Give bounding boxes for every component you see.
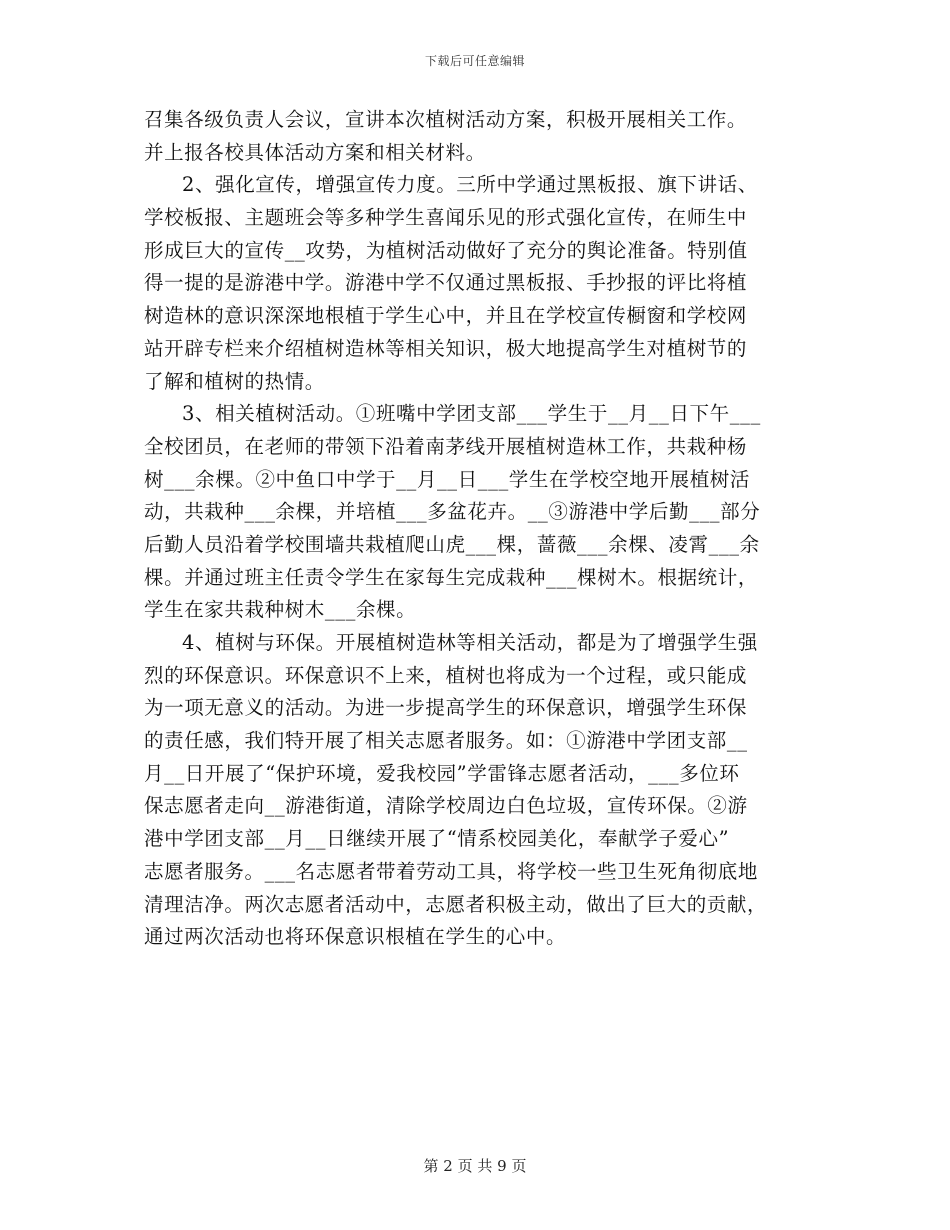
paragraph-start-line: 4、植树与环保。开展植树造林等相关活动，都是为了增强学生强: [182, 631, 758, 654]
page-number: 第 2 页 共 9 页: [423, 1157, 527, 1175]
text-line: 的责任感，我们特开展了相关志愿者服务。如：①游港中学团支部__: [144, 729, 748, 753]
text-line: 全校团员，在老师的带领下沿着南茅线开展植树造林工作，共栽种杨: [144, 434, 748, 458]
text-line: 动，共栽种___余棵，并培植___多盆花卉。__③游港中学后勤___部分: [144, 500, 761, 524]
text-line: 棵。并通过班主任责令学生在家每生完成栽种___棵树木。根据统计，: [144, 565, 758, 589]
text-line: 站开辟专栏来介绍植树造林等相关知识，极大地提高学生对植树节的: [144, 336, 748, 360]
text-line: 后勤人员沿着学校围墙共栽植爬山虎___棵，蔷薇___余棵、凌霄___余: [144, 532, 760, 556]
text-line: 港中学团支部__月__日继续开展了“情系校园美化，奉献学子爱心”: [144, 827, 730, 851]
text-line: 为一项无意义的活动。为进一步提高学生的环保意识，增强学生环保: [144, 696, 748, 720]
paragraph-start-line: 2、强化宣传，增强宣传力度。三所中学通过黑板报、旗下讲话、: [182, 173, 758, 197]
text-line: 召集各级负责人会议，宣讲本次植树活动方案，积极开展相关工作。: [144, 108, 748, 131]
text-line: 学生在家共栽种树木___余棵。: [144, 598, 417, 622]
body-text: [144, 104, 808, 954]
paragraph-start-line: 3、相关植树活动。①班嘴中学团支部___学生于__月__日下午___: [182, 402, 761, 426]
text-line: 清理洁净。两次志愿者活动中，志愿者积极主动，做出了巨大的贡献，: [144, 892, 768, 916]
text-line: 并上报各校具体活动方案和相关材料。: [144, 140, 486, 164]
text-line: 志愿者服务。___名志愿者带着劳动工具，将学校一些卫生死角彻底地: [144, 859, 758, 883]
text-line: 烈的环保意识。环保意识不上来，植树也将成为一个过程，或只能成: [144, 663, 748, 687]
text-line: 得一提的是游港中学。游港中学不仅通过黑板报、手抄报的评比将植: [144, 271, 748, 295]
text-line: 树___余棵。②中鱼口中学于__月__日___学生在学校空地开展植树活: [144, 467, 751, 491]
text-line: 形成巨大的宣传__攻势，为植树活动做好了充分的舆论准备。特别值: [144, 238, 748, 262]
text-line: 保志愿者走向__游港街道，清除学校周边白色垃圾，宣传环保。②游: [144, 794, 748, 818]
text-line: 通过两次活动也将环保意识根植在学生的心中。: [144, 925, 567, 949]
page-header: 下载后可任意编辑: [424, 54, 525, 68]
text-line: 月__日开展了“保护环境，爱我校园”学雷锋志愿者活动，___多位环: [144, 761, 740, 785]
text-line: 了解和植树的热情。: [144, 369, 325, 393]
text-line: 学校板报、主题班会等多种学生喜闻乐见的形式强化宣传，在师生中: [144, 206, 748, 230]
text-line: 树造林的意识深深地根植于学生心中，并且在学校宣传橱窗和学校网: [144, 304, 748, 328]
